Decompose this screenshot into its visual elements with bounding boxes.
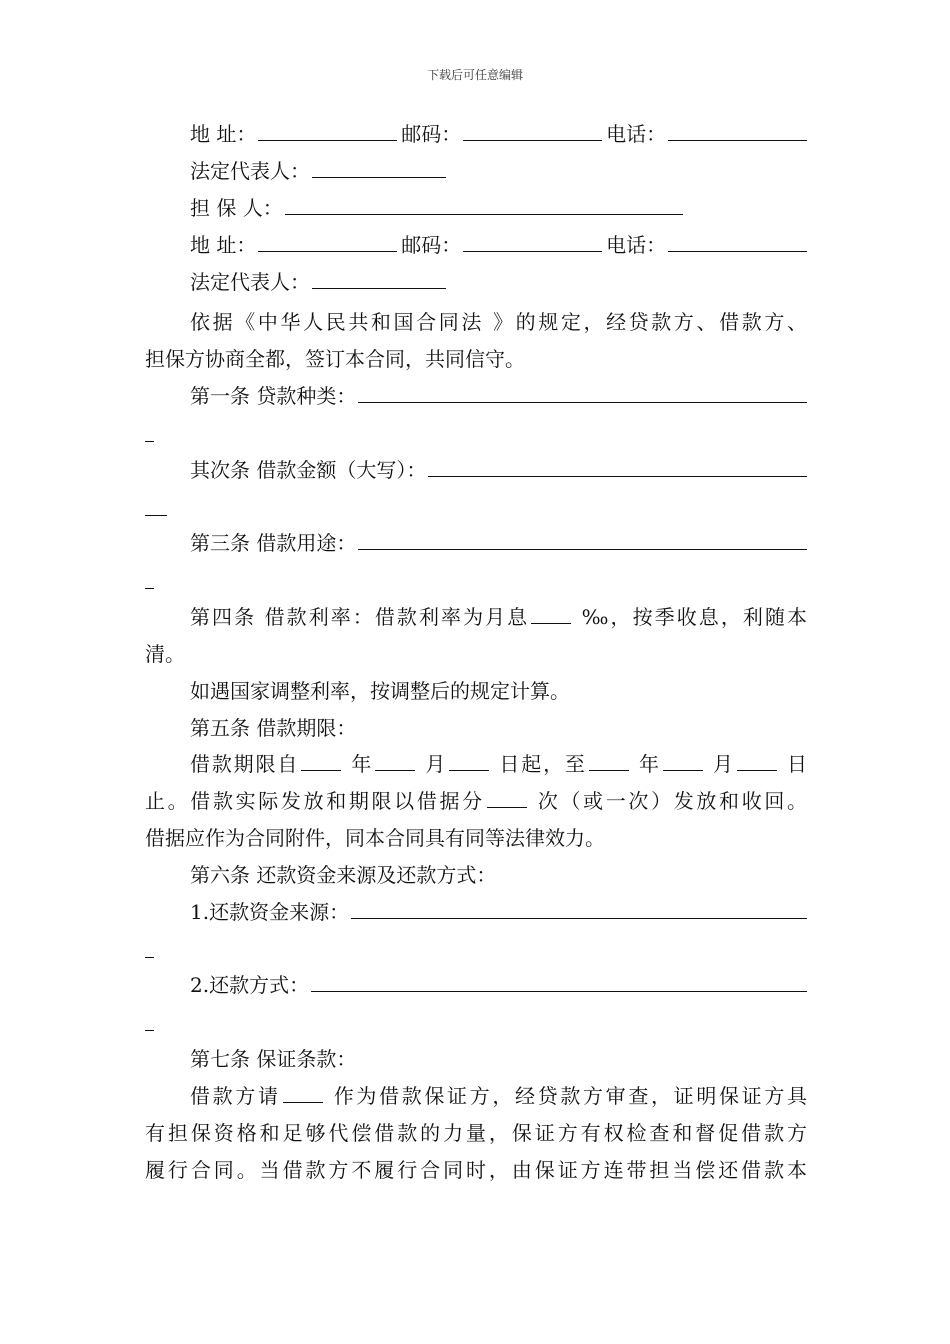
article-2-label: 其次条 借款金额（大写）： bbox=[190, 458, 427, 482]
start-day-blank[interactable] bbox=[449, 746, 489, 771]
underline-tail bbox=[145, 562, 154, 589]
article-2-row bbox=[145, 452, 807, 488]
start-month-blank[interactable] bbox=[375, 746, 415, 771]
repayment-source-row bbox=[145, 894, 807, 930]
guarantor-name-blank[interactable] bbox=[283, 1078, 323, 1103]
address-blank[interactable] bbox=[258, 116, 397, 141]
article-7-label: 第七条 保证条款： bbox=[190, 1047, 357, 1071]
address-label: 地 址： bbox=[190, 233, 257, 257]
postcode-label: 邮码： bbox=[401, 233, 462, 257]
guarantee-text-b: 作为借款保证方，经贷款方审查，证明保证方具 bbox=[324, 1084, 808, 1108]
article-4-line-2: 清。 bbox=[145, 642, 185, 666]
guarantee-text-a: 借款方请 bbox=[190, 1084, 281, 1108]
article-1-row bbox=[145, 378, 807, 414]
address-row-2 bbox=[145, 227, 807, 263]
article-7-line-2: 有担保资格和足够代偿借款的力量，保证方有权检查和督促借款方 bbox=[145, 1121, 807, 1145]
legal-rep-label: 法定代表人： bbox=[190, 159, 310, 183]
underline-tail bbox=[145, 931, 154, 958]
period-text: 借款期限自 bbox=[190, 752, 300, 776]
article-4-line-1 bbox=[145, 599, 807, 635]
article-4-text-a: 第四条 借款利率：借款利率为月息 bbox=[190, 605, 530, 629]
loan-type-blank[interactable] bbox=[358, 378, 807, 403]
guarantor-row bbox=[145, 190, 807, 226]
legal-rep-row-2 bbox=[145, 264, 807, 300]
repayment-method-label: 2.还款方式： bbox=[190, 973, 310, 997]
article-3-wrap bbox=[145, 562, 807, 598]
end-month-blank[interactable] bbox=[663, 746, 703, 771]
repayment-source-label: 1.还款资金来源： bbox=[190, 900, 350, 924]
end-day-blank[interactable] bbox=[737, 746, 777, 771]
article-7-line-3: 履行合同。当借款方不履行合同时，由保证方连带担当偿还借款本 bbox=[145, 1158, 807, 1182]
legal-rep-blank[interactable] bbox=[312, 264, 446, 289]
legal-rep-label: 法定代表人： bbox=[190, 270, 310, 294]
end-year-blank[interactable] bbox=[589, 746, 629, 771]
year-text: 年 bbox=[343, 752, 374, 776]
guarantor-label: 担 保 人： bbox=[190, 196, 283, 220]
phone-label: 电话： bbox=[606, 233, 667, 257]
article-3-label: 第三条 借款用途： bbox=[190, 531, 357, 555]
underline-tail bbox=[145, 1004, 154, 1031]
page-header: 下载后可任意编辑 bbox=[426, 68, 523, 82]
interest-rate-blank[interactable] bbox=[531, 599, 571, 624]
address-row-1 bbox=[145, 116, 807, 152]
repayment-method-row bbox=[145, 967, 807, 1003]
legal-rep-row-1 bbox=[145, 153, 807, 189]
postcode-label: 邮码： bbox=[401, 122, 462, 146]
rate-adjust-note: 如遇国家调整利率，按调整后的规定计算。 bbox=[190, 679, 570, 703]
repayment-source-blank[interactable] bbox=[351, 894, 807, 919]
disbursement-text-a: 止。借款实际发放和期限以借据分 bbox=[145, 789, 485, 813]
article-1-wrap bbox=[145, 415, 807, 451]
address-blank[interactable] bbox=[258, 227, 397, 252]
article-5-line-1 bbox=[145, 746, 807, 782]
preamble-line-2: 担保方协商全都，签订本合同，共同信守。 bbox=[145, 347, 525, 371]
loan-amount-blank[interactable] bbox=[428, 452, 807, 477]
legal-rep-blank[interactable] bbox=[312, 153, 446, 178]
day-text: 日起，至 bbox=[491, 752, 587, 776]
repayment-method-wrap bbox=[145, 1004, 807, 1040]
repayment-source-wrap bbox=[145, 931, 807, 967]
article-5-line-2 bbox=[145, 783, 807, 819]
article-5-line-3: 借据应作为合同附件，同本合同具有同等法律效力。 bbox=[145, 826, 605, 850]
postcode-blank[interactable] bbox=[463, 116, 602, 141]
preamble-line-1: 依据《中华人民共和国合同法 》的规定，经贷款方、借款方、 bbox=[190, 310, 807, 334]
month-text: 月 bbox=[704, 752, 735, 776]
loan-purpose-blank[interactable] bbox=[358, 525, 807, 550]
guarantor-blank[interactable] bbox=[285, 190, 683, 215]
article-4-text-b: ‰，按季收息，利随本 bbox=[573, 605, 807, 629]
article-3-row bbox=[145, 525, 807, 561]
disbursement-count-blank[interactable] bbox=[487, 783, 527, 808]
repayment-method-blank[interactable] bbox=[311, 967, 807, 992]
phone-label: 电话： bbox=[606, 122, 667, 146]
disbursement-text-b: 次（或一次）发放和收回。 bbox=[528, 789, 808, 813]
address-label: 地 址： bbox=[190, 122, 257, 146]
phone-blank[interactable] bbox=[668, 227, 807, 252]
article-1-label: 第一条 贷款种类： bbox=[190, 384, 357, 408]
underline-tail bbox=[145, 415, 154, 442]
month-text: 月 bbox=[417, 752, 448, 776]
start-year-blank[interactable] bbox=[301, 746, 341, 771]
day-text: 日 bbox=[778, 752, 808, 776]
article-6-label: 第六条 还款资金来源及还款方式： bbox=[190, 863, 497, 887]
article-2-wrap bbox=[145, 489, 807, 525]
article-7-line-1 bbox=[145, 1078, 807, 1114]
underline-tail bbox=[145, 489, 167, 516]
year-text: 年 bbox=[630, 752, 661, 776]
phone-blank[interactable] bbox=[668, 116, 807, 141]
postcode-blank[interactable] bbox=[463, 227, 602, 252]
article-5-label: 第五条 借款期限： bbox=[190, 716, 357, 740]
